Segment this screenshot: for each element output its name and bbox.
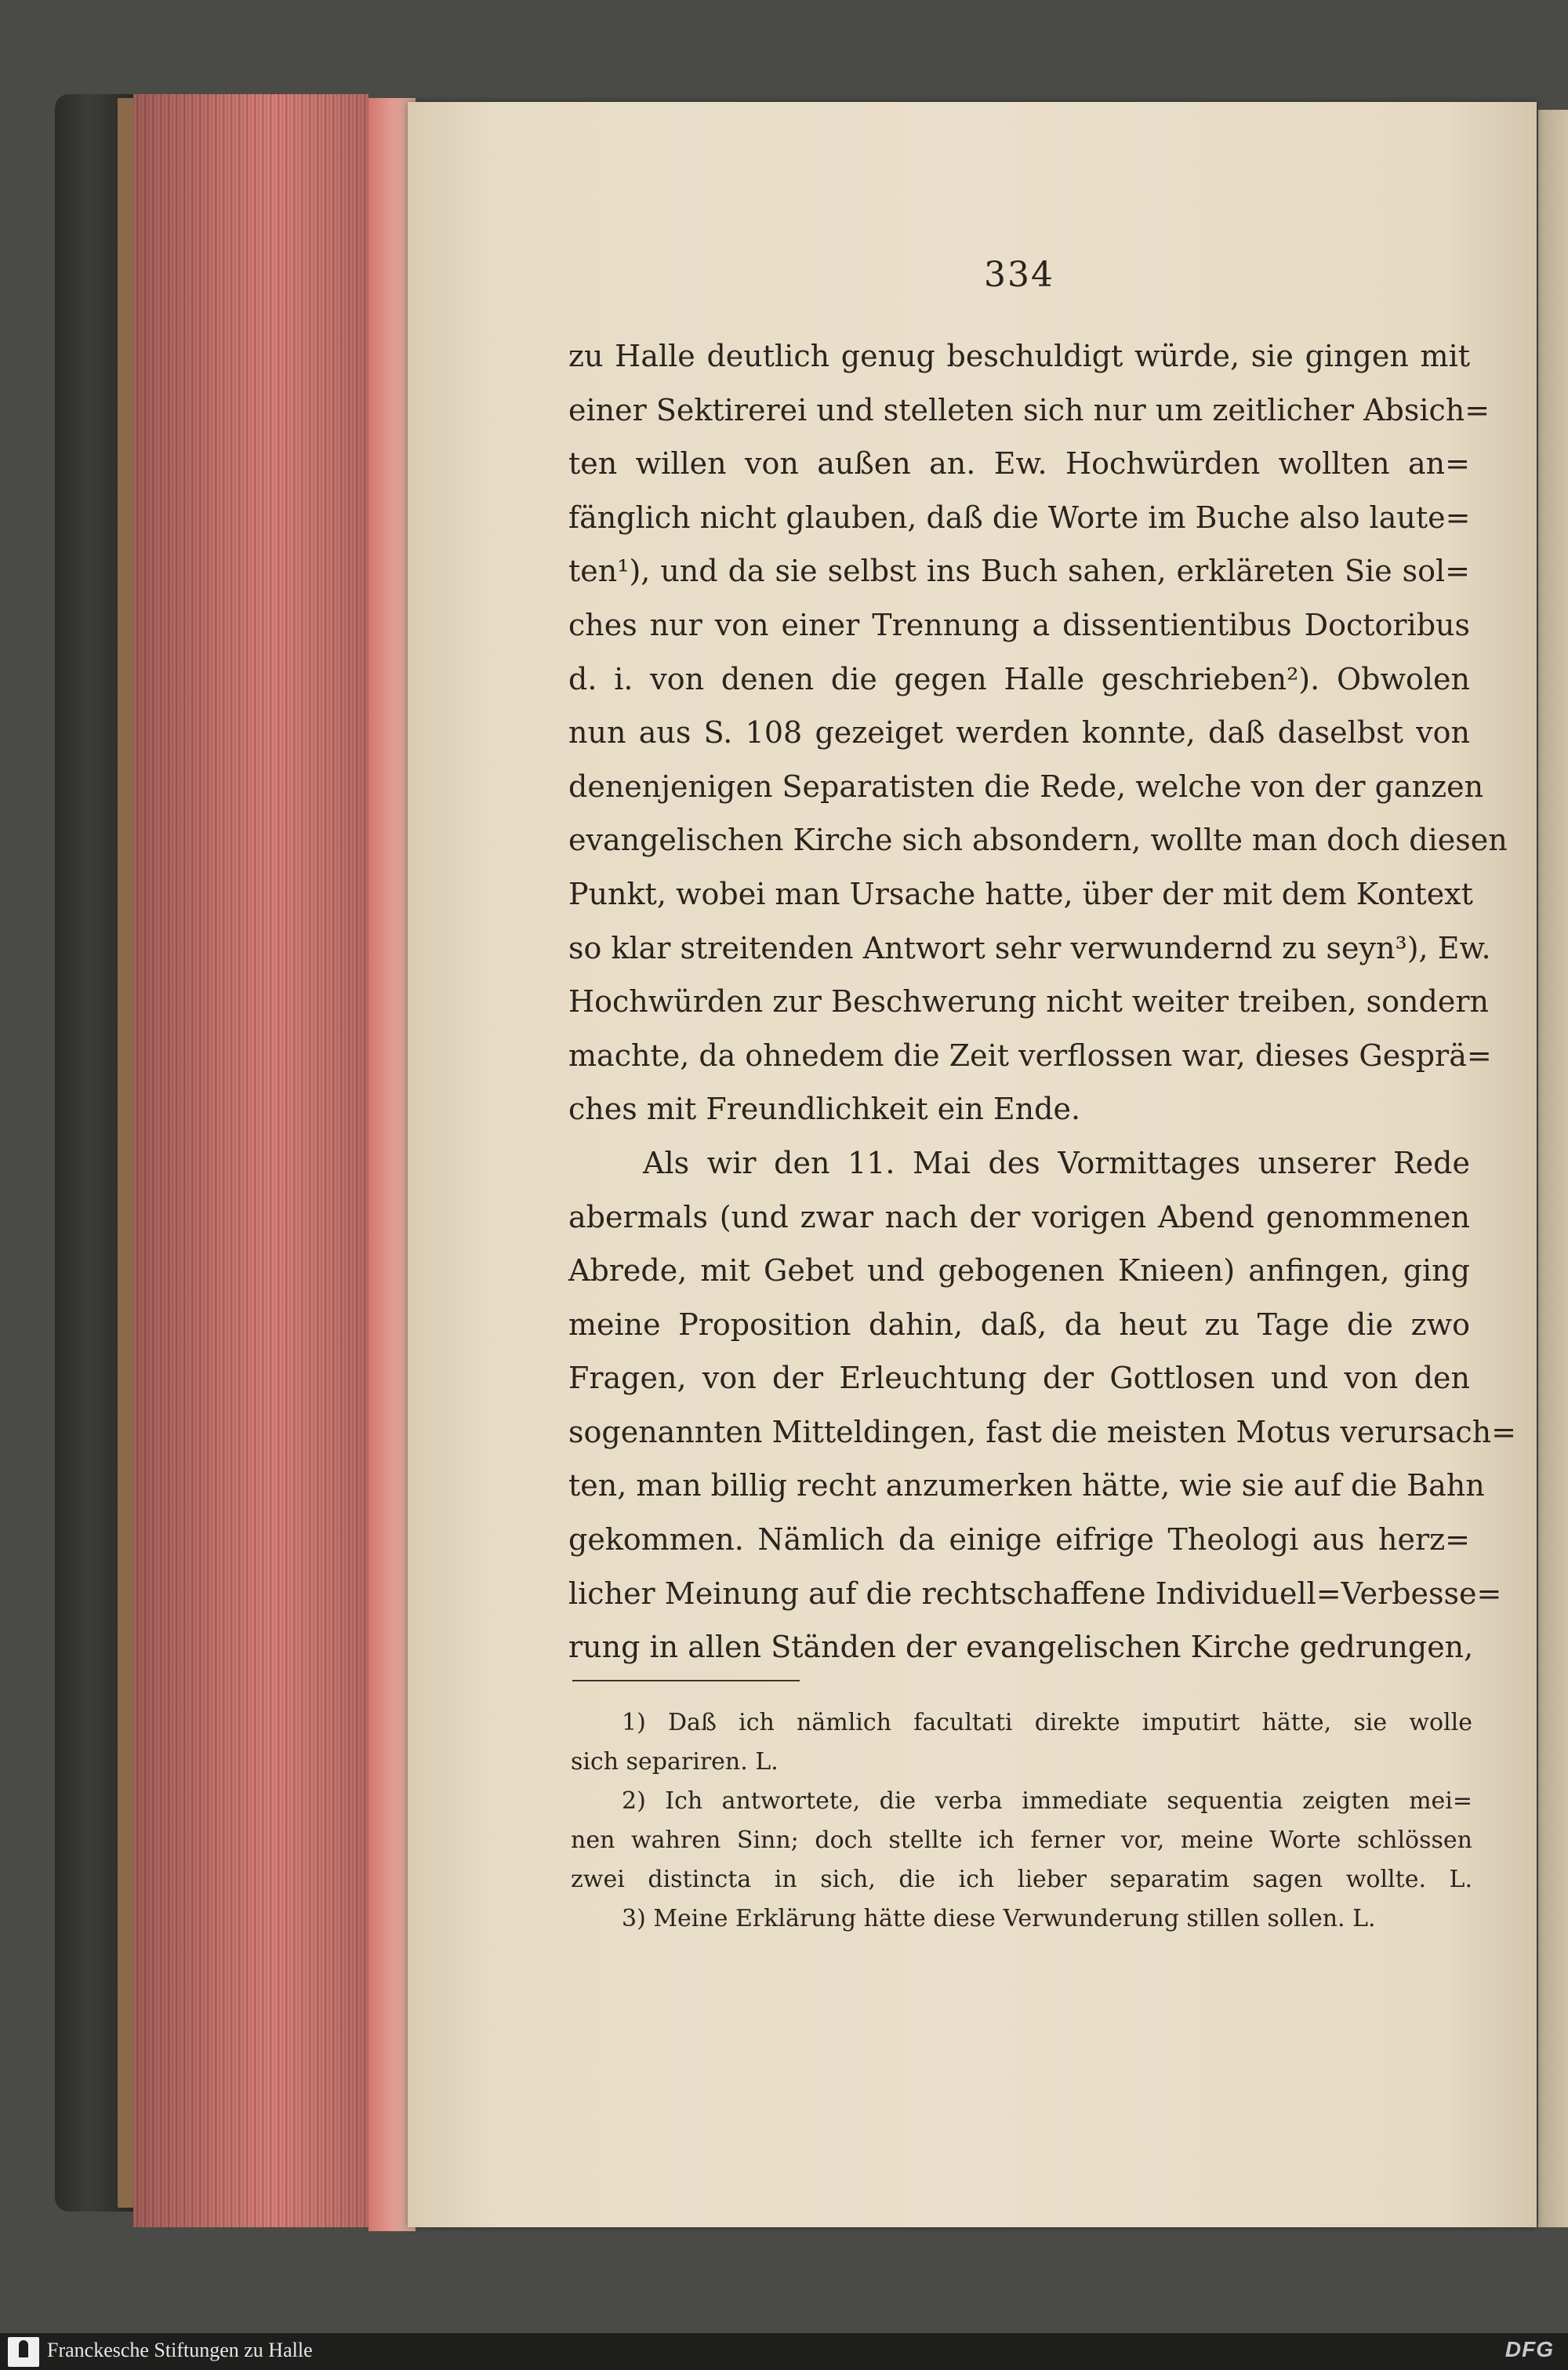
institution-credit: Franckesche Stiftungen zu Halle [47,2339,313,2361]
footnote-divider [572,1680,800,1681]
footnote-line: sich separiren. L. [571,1748,779,1776]
page-edges-shadow [133,94,368,2227]
text-line: fänglich nicht glauben, daß die Worte im Buche also laute= [568,500,1471,535]
text-line: zu Halle deutlich genug beschuldigt würde, sie gingen mit [568,339,1470,373]
text-line: machte, da ohnedem die Zeit verflossen war, dieses Gesprä= [568,1038,1492,1073]
text-line: evangelischen Kirche sich absondern, wollte man doch diesen [568,823,1508,858]
text-line: ten¹), und da sie selbst ins Buch sahen, erkläreten Sie sol= [568,554,1470,589]
text-line: ches mit Freundlichkeit ein Ende. [568,1092,1081,1127]
text-line: so klar streitenden Antwort sehr verwundernd zu seyn³), Ew. [568,930,1491,965]
facing-page-edge [1538,110,1568,2227]
text-line: ten willen von außen an. Ew. Hochwürden wollten an= [568,446,1470,482]
footnote-line: nen wahren Sinn; doch stellte ich ferner vor, meine Worte schlössen [571,1827,1472,1854]
footnote-line: 3) Meine Erklärung hätte diese Verwunderung stillen sollen. L. [622,1905,1376,1932]
body-text [568,329,1516,1674]
text-line: einer Sektirerei und stelleten sich nur um zeitlicher Absich= [568,392,1490,427]
text-line: Hochwürden zur Beschwerung nicht weiter treiben, sondern [568,984,1489,1020]
text-line: abermals (und zwar nach der vorigen Abend genommenen [568,1199,1470,1234]
footnote-line: 2) Ich antwortete, die verba immediate sequentia zeigten mei= [622,1787,1472,1815]
text-line: ten, man billig recht anzumerken hätte, wie sie auf die Bahn [568,1468,1485,1503]
funder-logo: DFG [1504,2337,1554,2361]
footnotes [571,1703,1472,1939]
text-line: d. i. von denen die gegen Halle geschrieben²). Obwolen [568,661,1470,696]
page-number: 334 [984,255,1054,295]
text-line: Punkt, wobei man Ursache hatte, über der mit dem Kontext [568,876,1473,911]
text-line: licher Meinung auf die rechtschaffene Individuell=Verbesse= [568,1576,1502,1611]
text-line: ches nur von einer Trennung a dissentientibus Doctoribus [568,607,1470,642]
text-line: Als wir den 11. Mai des Vormittages unserer Rede [643,1145,1470,1180]
text-line: nun aus S. 108 gezeiget werden konnte, daß daselbst von [568,715,1470,751]
footnote-line: zwei distincta in sich, die ich lieber separatim sagen wollte. L. [571,1866,1472,1893]
text-line: meine Proposition dahin, daß, da heut zu Tage die zwo [568,1307,1470,1342]
text-line: Fragen, von der Erleuchtung der Gottlosen und von den [568,1361,1470,1396]
text-line: gekommen. Nämlich da einige eifrige Theologi aus herz= [568,1522,1470,1558]
text-line: sogenannten Mitteldingen, fast die meisten Motus verursach= [568,1414,1516,1449]
footnote-line: 1) Daß ich nämlich facultati direkte imputirt hätte, sie wolle [622,1709,1472,1736]
text-line: Abrede, mit Gebet und gebogenen Knieen) anfingen, ging [568,1253,1470,1289]
text-line: denenjenigen Separatisten die Rede, welche von der ganzen [568,769,1484,804]
institution-logo-icon [8,2337,39,2367]
text-line: rung in allen Ständen der evangelischen Kirche gedrungen, [568,1630,1474,1665]
